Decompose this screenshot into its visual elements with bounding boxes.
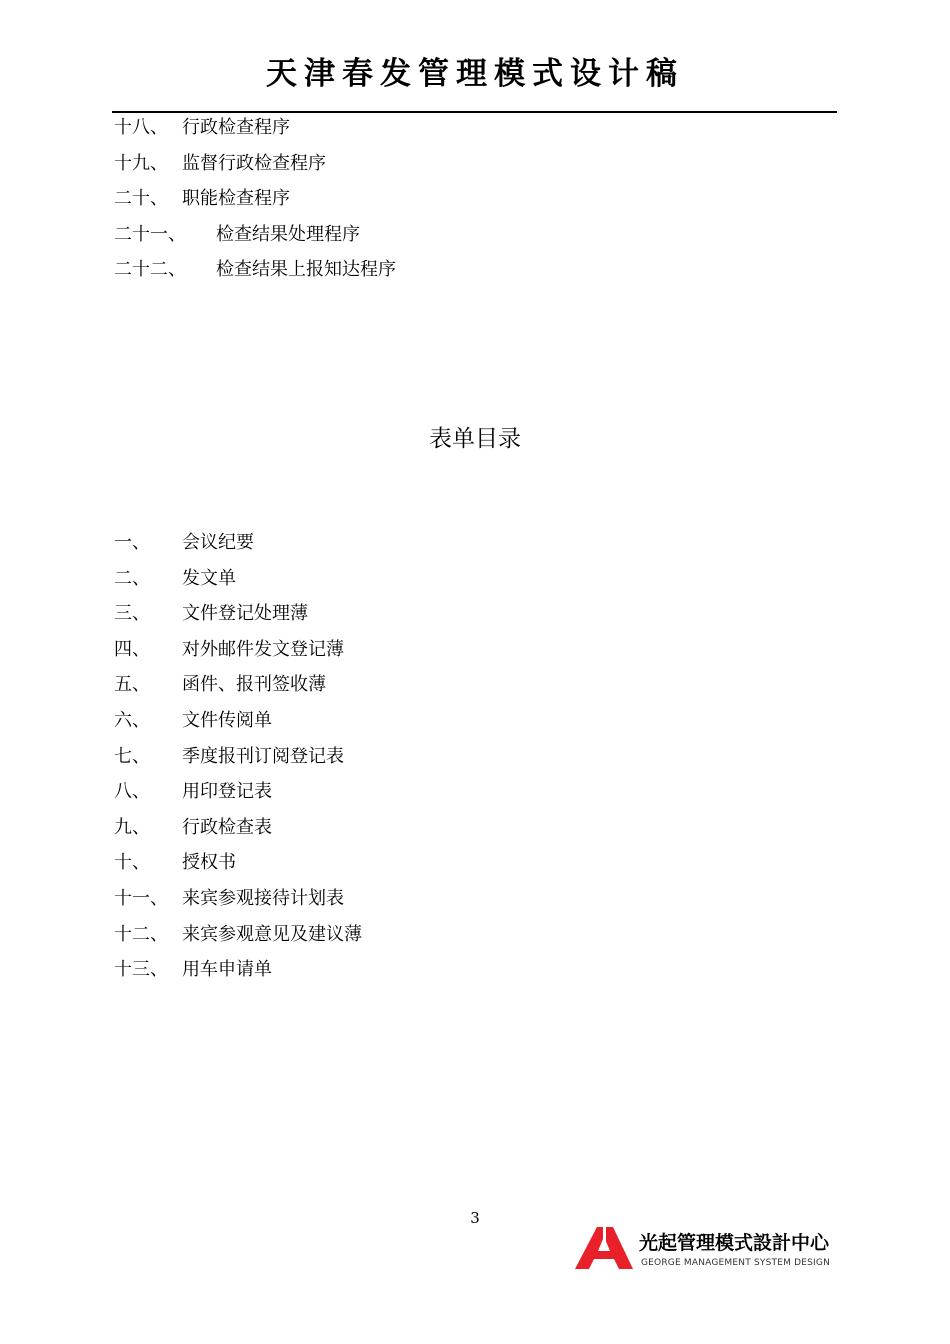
list-item — [114, 186, 290, 222]
logo-a-mark-icon — [575, 1227, 633, 1271]
item-number: 二十一、 — [114, 223, 186, 245]
item-text: 来宾参观意见及建议薄 — [182, 923, 362, 945]
item-text: 检查结果上报知达程序 — [216, 259, 396, 281]
item-text: 行政检查表 — [182, 816, 272, 838]
list-item — [114, 530, 254, 566]
item-text: 用印登记表 — [182, 781, 272, 803]
page-number: 3 — [470, 1209, 480, 1227]
item-number: 十二、 — [114, 923, 168, 945]
list-item — [114, 637, 344, 673]
list-item — [114, 886, 344, 922]
item-number: 七、 — [114, 745, 150, 767]
item-text: 季度报刊订阅登记表 — [182, 745, 344, 767]
item-number: 八、 — [114, 781, 150, 803]
item-number: 二、 — [114, 567, 150, 589]
item-text: 文件传阅单 — [182, 709, 272, 731]
item-text: 文件登记处理薄 — [182, 603, 308, 625]
item-text: 职能检查程序 — [182, 188, 290, 210]
list-item — [114, 922, 362, 958]
logo-subtitle: GEORGE MANAGEMENT SYSTEM DESIGN — [641, 1258, 830, 1268]
item-number: 二十、 — [114, 188, 168, 210]
list-item — [114, 115, 290, 151]
item-text: 对外邮件发文登记薄 — [182, 638, 344, 660]
item-number: 十八、 — [114, 117, 168, 138]
list-item — [114, 779, 272, 815]
item-text: 用车申请单 — [182, 959, 272, 981]
item-text: 检查结果处理程序 — [216, 223, 360, 245]
list-item — [114, 566, 236, 602]
item-text: 监督行政检查程序 — [182, 152, 326, 174]
list-item — [114, 257, 396, 293]
item-number: 十九、 — [114, 152, 168, 174]
form-list — [114, 530, 362, 993]
list-item — [114, 957, 272, 993]
item-number: 五、 — [114, 674, 150, 696]
page-header-title: 天津春发管理模式设计稿 — [266, 56, 684, 92]
item-text: 函件、报刊签收薄 — [182, 674, 326, 696]
company-logo — [575, 1225, 840, 1275]
list-item — [114, 815, 272, 851]
list-item — [114, 222, 360, 258]
item-number: 十一、 — [114, 887, 168, 909]
logo-name: 光起管理模式設計中心 — [639, 1232, 830, 1254]
header-divider — [112, 111, 837, 113]
item-text: 来宾参观接待计划表 — [182, 887, 344, 909]
list-item — [114, 744, 344, 780]
procedure-list — [114, 115, 396, 293]
list-item — [114, 708, 272, 744]
item-number: 九、 — [114, 816, 150, 838]
item-number: 四、 — [114, 638, 150, 660]
item-text: 发文单 — [182, 567, 236, 589]
item-text: 授权书 — [182, 852, 236, 874]
logo-a-slit — [603, 1227, 606, 1247]
item-number: 三、 — [114, 603, 150, 625]
item-number: 一、 — [114, 532, 150, 553]
item-text: 行政检查程序 — [182, 117, 290, 138]
list-item — [114, 151, 326, 187]
item-number: 十、 — [114, 852, 150, 874]
list-item — [114, 850, 236, 886]
section-title: 表单目录 — [429, 426, 521, 452]
item-number: 六、 — [114, 709, 150, 731]
list-item — [114, 672, 326, 708]
item-number: 十三、 — [114, 959, 168, 981]
item-number: 二十二、 — [114, 259, 186, 281]
list-item — [114, 601, 308, 637]
item-text: 会议纪要 — [182, 532, 254, 553]
